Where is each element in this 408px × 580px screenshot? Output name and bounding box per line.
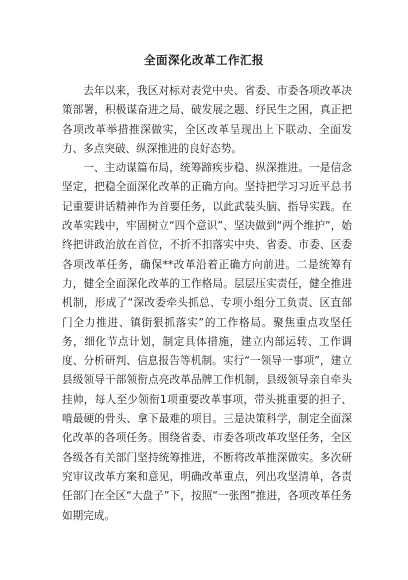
document-body: [62, 82, 352, 526]
paragraph-section-one: 一、主动谋篇布局，统筹蹄疾步稳、纵深推进。一是信念坚定，把稳全面深化改革的正确方向。坚持把学习习近平总书记重要讲话精神作为首要任务，以此武装头脑、指导实践。在改革实践中，牢固树立“四个意识”、坚决做到“两个维护”，始终把讲政治放在首位，不折不扣落实中央、省委、市委、区委各项改革任务，确保**改革沿着正确方向前进。二是统筹有力，健全全面深化改革的工作格局。层层压实责任，健全推进机制，形成了“深改委牵头抓总、专项小组分工负责、区直部门全力推进、镇街狠抓落实”的工作格局。聚焦重点攻坚任务，细化节点计划，制定具体措施，建立内部运转、工作调度、分析研判、信息报告等机制。实行“一领导一事项”，建立县级领导干部领衔点亮改革品牌工作机制，县级领导亲自牵头挂帅，每人至少领衔1项重要改革事项，带头挑重要的担子、啃最硬的骨头、拿下最难的项目。三是决策科学，制定全面深化改革的各项任务。围绕省委、市委各项改革攻坚任务，全区各级各有关部门坚持统筹推进，不断将改革推深做实。多次研究审议改革方案和意见，明确改革重点，列出攻坚清单，各责任部门在全区“大盘子”下，按照“一张图”推进，各项改革任务如期完成。: [62, 162, 352, 522]
document-title: 全面深化改革工作汇报: [144, 53, 264, 67]
paragraph-intro: 去年以来，我区对标对表党中央、省委、市委各项改革决策部署，积极谋奋进之局、破发展之题、纾民生之困，真正把各项改革举措推深做实，全区改革呈现出上下联动、全面发力、多点突破、纵深推进的良好态势。: [62, 85, 352, 155]
